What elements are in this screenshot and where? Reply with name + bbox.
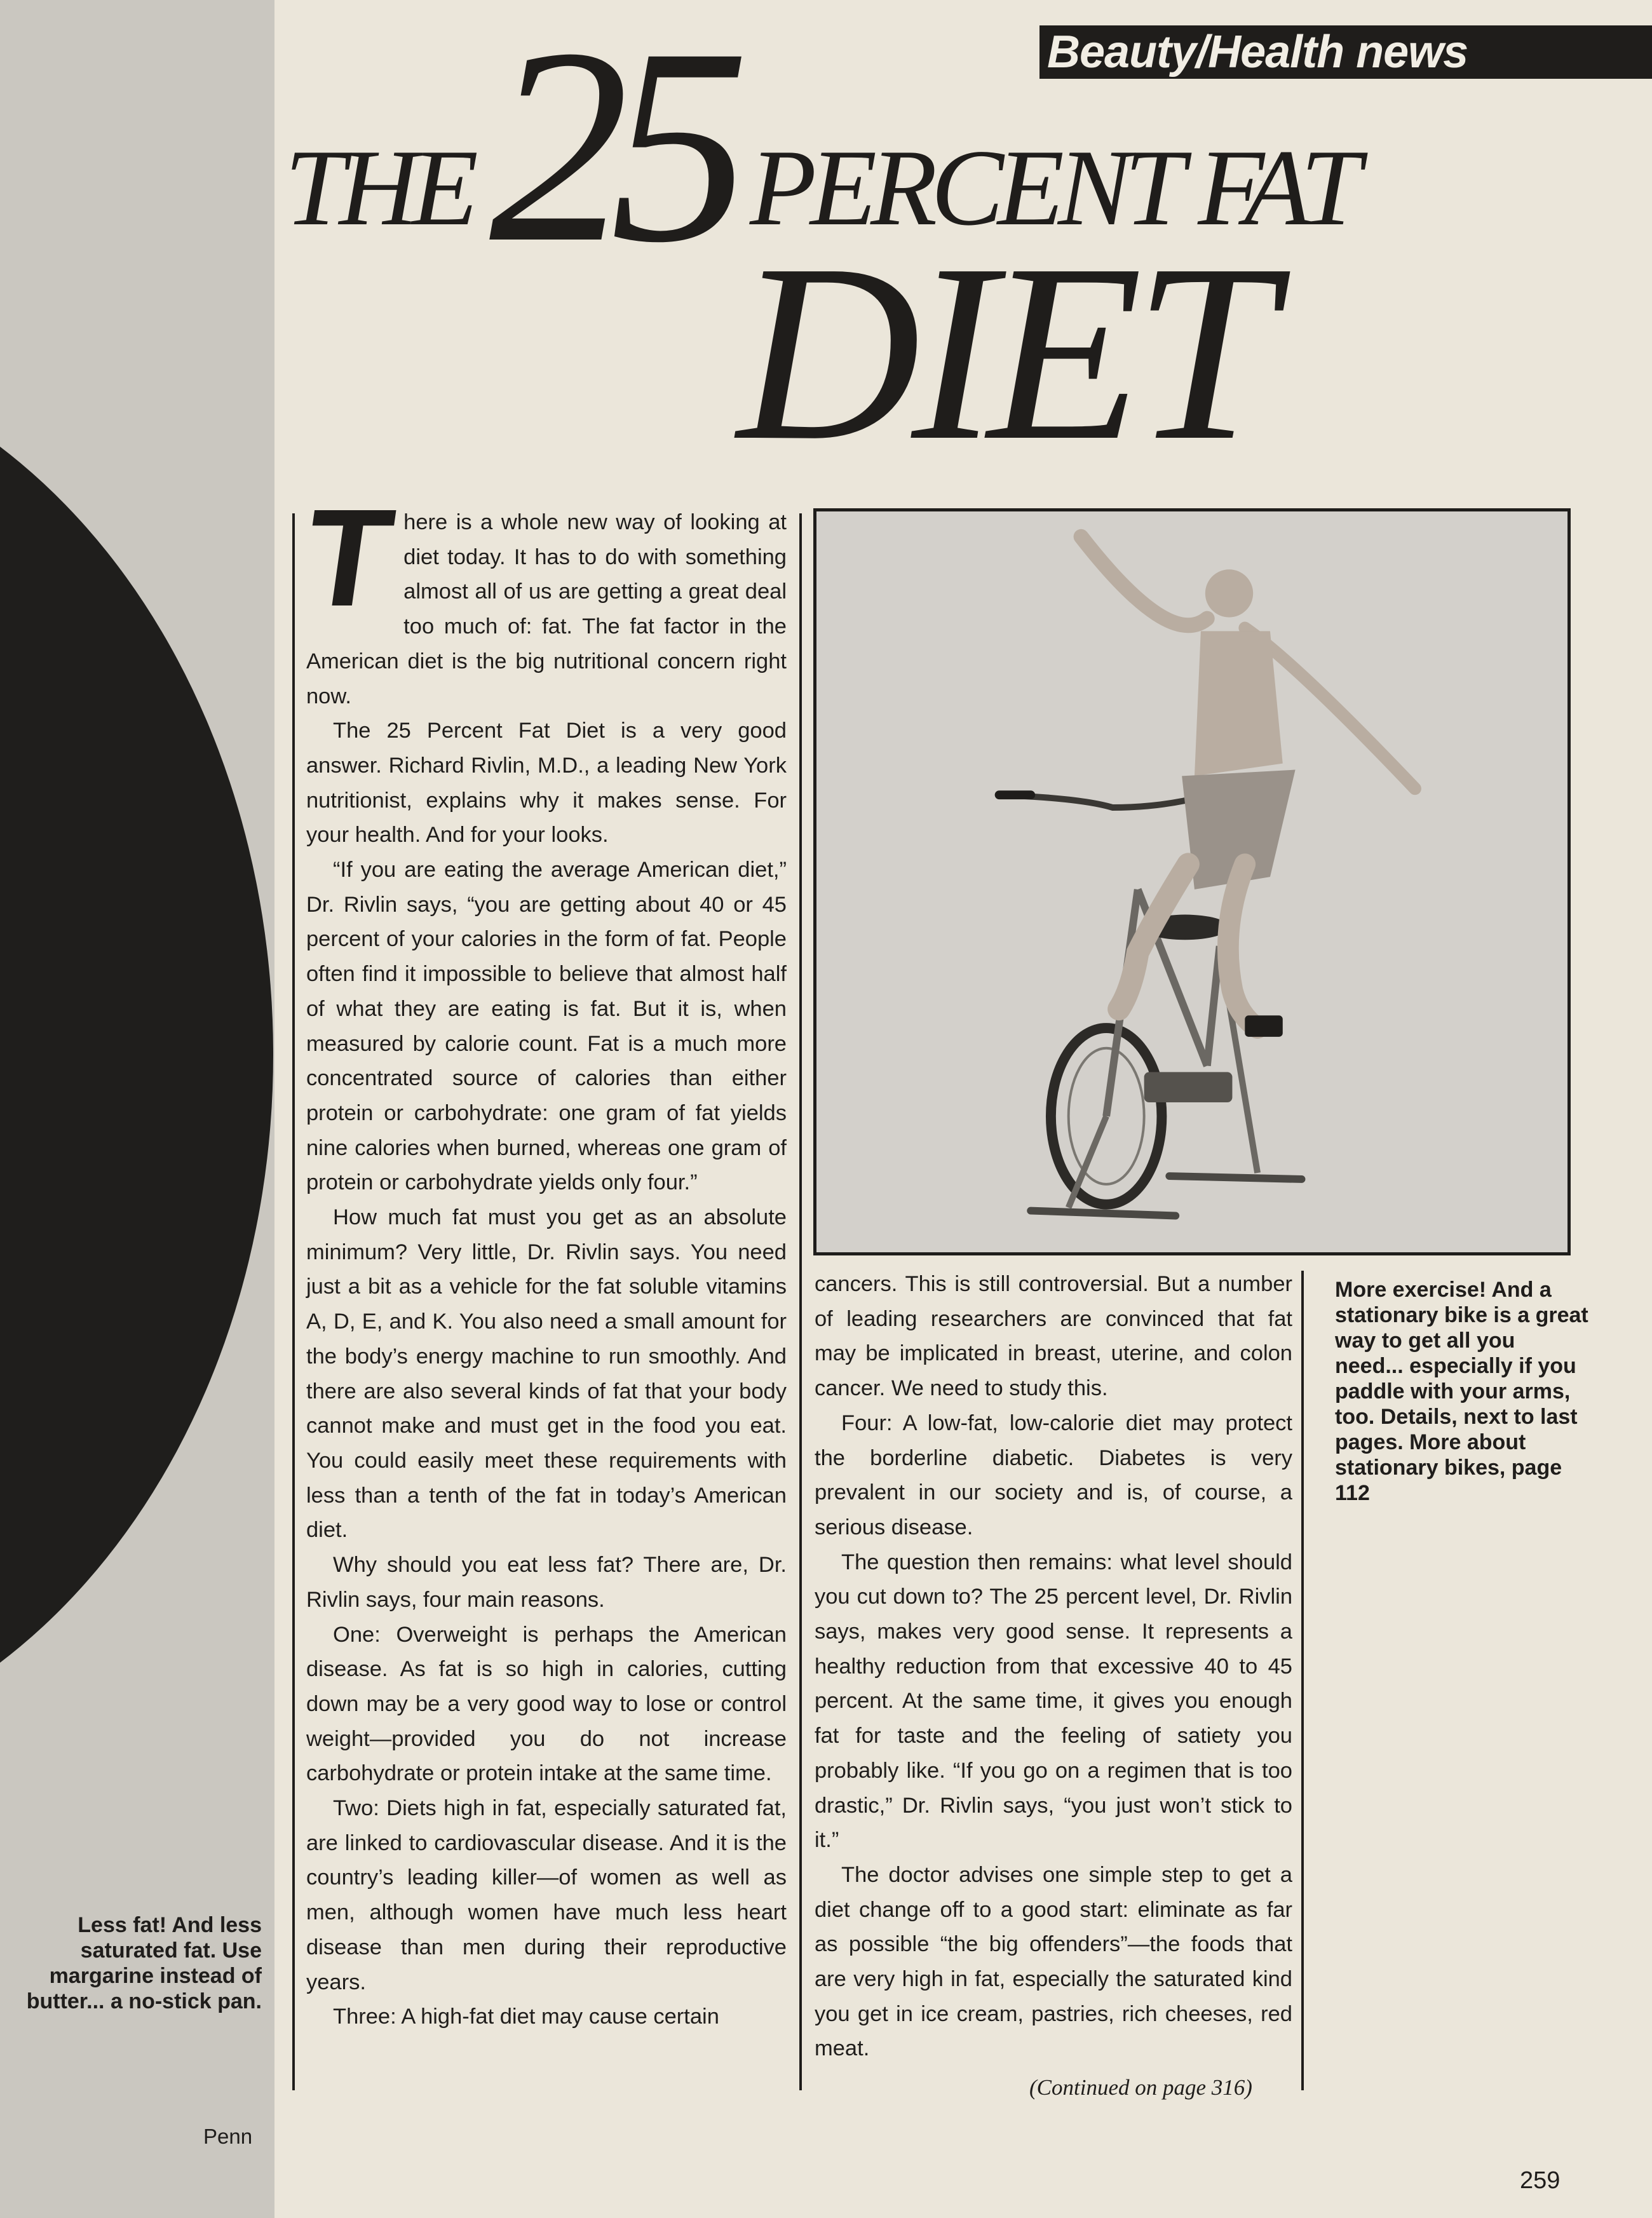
- paragraph: How much fat must you get as an absolute minimum? Very little, Dr. Rivlin says. You need just a bit as a vehicle for the fat soluble vitamins A, D, E, and K. You also need a small amount for the body’s energy machine to run smoothly. And there are also several kinds of fat that your body cannot make and must get in the food you eat. You could easily meet these requirements with less than a tenth of the fat in today’s American diet.: [306, 1205, 787, 1543]
- paragraph: The 25 Percent Fat Diet is a very good answer. Richard Rivlin, M.D., a leading New York nutritionist, explains why it makes sense. For your health. And for your looks.: [306, 719, 787, 848]
- bike-illustration: [816, 511, 1567, 1252]
- stationary-bike-photo: [813, 508, 1571, 1255]
- column-rule-left: [292, 513, 295, 2090]
- paragraph: “If you are eating the average American diet,” Dr. Rivlin says, “you are getting about 40 or 45 percent of your calories in the form of fat. People often find it impossible to believe that almost half of what they are eating is fat. But it is, when measured by calorie count. Fat is a much more concentrated source of calories than either protein or carbohydrate: one gram of fat yields nine calories when burned, whereas one gram of protein or carbohydrate yields only four.”: [306, 858, 787, 1195]
- paragraph: One: Overweight is perhaps the American disease. As fat is so high in calories, cutting down may be a very good way to lose or control weight—provided you do not increase carbohydrate or protein intake at the same time.: [306, 1622, 787, 1786]
- drop-cap: T: [295, 481, 402, 635]
- article-column-2: [815, 1267, 1292, 2066]
- page-number: 259: [1520, 2167, 1561, 2194]
- article-column-1: [295, 481, 787, 2034]
- left-photo-strip: [0, 0, 274, 2218]
- column-rule-right: [1301, 1271, 1304, 2090]
- headline-the: THE: [285, 128, 472, 248]
- headline-number: 25: [489, 0, 731, 301]
- paragraph: Four: A low-fat, low-calorie diet may protect the borderline diabetic. Diabetes is very prevalent in our society and is, of course, a serious disease.: [815, 1410, 1292, 1539]
- section-label: Beauty/Health news: [1039, 25, 1652, 79]
- paragraph: The question then remains: what level should you cut down to? The 25 percent level, Dr. Rivlin says, makes very good sense. It represents a healthy reduction from that excessive 40 to 45 percent. At the same time, it gives you enough fat for taste and the feeling of satiety you probably like. “If you go on a regimen that is too drastic,” Dr. Rivlin says, “you just won’t stick to it.”: [815, 1550, 1292, 1853]
- paragraph: cancers. This is still controversial. But a number of leading researchers are convinced that fat may be implicated in breast, uterine, and colon cancer. We need to study this.: [815, 1272, 1292, 1401]
- paragraph: Two: Diets high in fat, especially saturated fat, are linked to cardiovascular disease. And it is the country’s leading killer—of women as well as men, although women have much less heart disease than men during their reproductive years.: [306, 1796, 787, 1994]
- headline-percent-fat: PERCENT FAT: [750, 128, 1355, 248]
- paragraph: Why should you eat less fat? There are, Dr. Rivlin says, four main reasons.: [306, 1553, 787, 1612]
- paragraph-text: here is a whole new way of looking at diet today. It has to do with something almost all of us are getting a great deal too much of: fat. The fat factor in the American diet is the big nutritional concern right now.: [306, 510, 787, 708]
- column-rule-middle: [799, 513, 802, 2090]
- headline-diet: DIET: [737, 212, 1266, 493]
- paragraph: The doctor advises one simple step to get a diet change off to a good start: eliminate as far as possible “the big offenders”—the foods that are very high in fat, especially the saturated kind you get in ice cream, pastries, rich cheeses, red meat.: [815, 1862, 1292, 2061]
- paragraph: [295, 481, 787, 713]
- caption-stationary-bike: More exercise! And a stationary bike is a great way to get all you need... especially if you paddle with your arms, too. Details, next to last pages. More about stationary bikes, page 112: [1335, 1278, 1588, 1505]
- dark-record-disc: [0, 343, 273, 1766]
- photo-credit: Penn: [203, 2125, 253, 2148]
- continued-note: (Continued on page 316): [1029, 2075, 1252, 2100]
- paragraph: Three: A high-fat diet may cause certain: [333, 2005, 719, 2029]
- caption-less-fat: Less fat! And less saturated fat. Use margarine instead of butter... a no-stick pan.: [26, 1913, 262, 2013]
